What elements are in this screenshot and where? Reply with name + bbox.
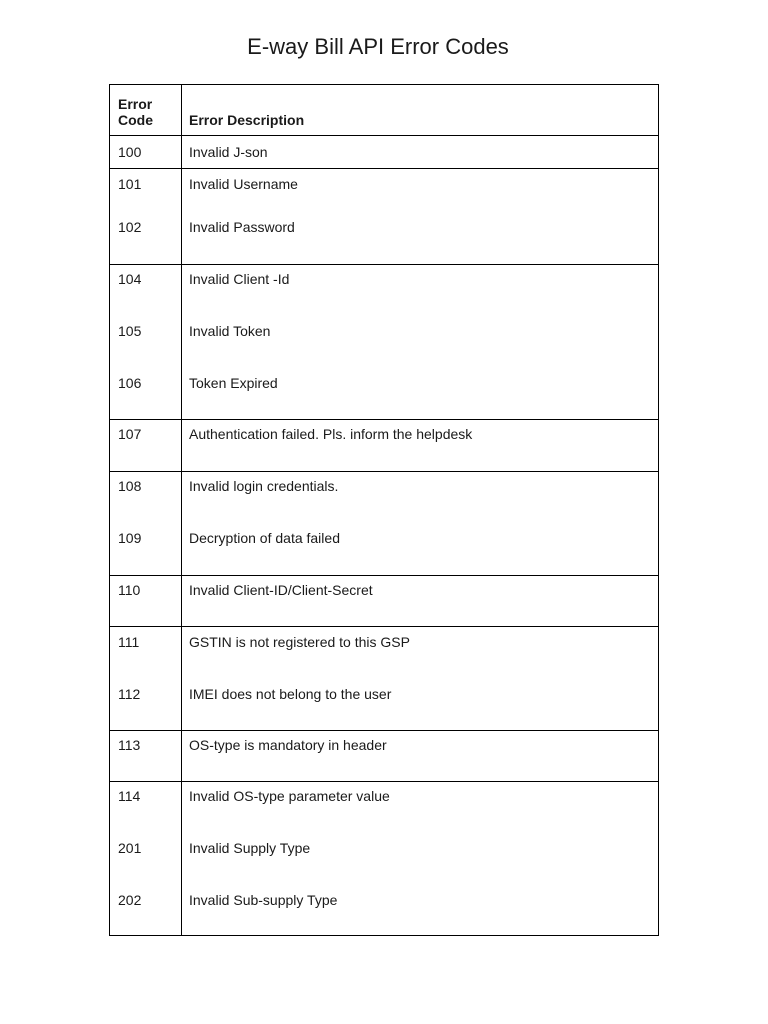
table-group <box>110 136 658 169</box>
table-group <box>110 472 658 576</box>
error-description: Invalid OS-type parameter value <box>189 788 390 804</box>
error-code: 111 <box>118 634 140 650</box>
header-code-line2: Code <box>118 112 153 128</box>
error-code: 112 <box>118 686 141 702</box>
error-code: 201 <box>118 840 142 856</box>
table-group <box>110 731 658 782</box>
error-code: 101 <box>118 176 142 192</box>
table-row <box>110 174 658 194</box>
table-header <box>110 85 658 136</box>
table-group <box>110 627 658 731</box>
table-row <box>110 786 658 806</box>
table-row <box>110 321 658 341</box>
error-code: 105 <box>118 323 142 339</box>
table-row <box>110 684 658 704</box>
error-description: Invalid Supply Type <box>189 840 311 856</box>
error-codes-table <box>109 84 659 936</box>
page-title: E-way Bill API Error Codes <box>247 34 509 59</box>
error-code: 109 <box>118 530 142 546</box>
error-description: Invalid login credentials. <box>189 478 339 494</box>
header-code-cell <box>118 96 168 128</box>
header-code-line1: Error <box>118 96 153 112</box>
table-group <box>110 782 658 937</box>
table-row <box>110 838 658 858</box>
error-description: Invalid Sub-supply Type <box>189 892 338 908</box>
error-code: 202 <box>118 892 142 908</box>
table-group <box>110 420 658 472</box>
error-description: Authentication failed. Pls. inform the helpdesk <box>189 426 473 442</box>
error-description: OS-type is mandatory in header <box>189 737 387 753</box>
table-row <box>110 735 658 755</box>
error-code: 106 <box>118 375 142 391</box>
error-code: 113 <box>118 737 141 753</box>
table-group <box>110 576 658 627</box>
error-description: Invalid Client-ID/Client-Secret <box>189 582 373 598</box>
error-code: 110 <box>118 582 141 598</box>
error-description: IMEI does not belong to the user <box>189 686 392 702</box>
table-group <box>110 169 658 265</box>
table-row <box>110 632 658 652</box>
error-code: 102 <box>118 219 142 235</box>
header-description-cell: Error Description <box>189 112 305 128</box>
title-wrapper <box>0 30 744 64</box>
error-description: GSTIN is not registered to this GSP <box>189 634 410 650</box>
error-code: 107 <box>118 426 142 442</box>
error-description: Decryption of data failed <box>189 530 340 546</box>
error-description: Invalid Client -Id <box>189 271 290 287</box>
table-row <box>110 142 658 162</box>
error-description: Invalid Username <box>189 176 298 192</box>
table-row <box>110 424 658 444</box>
table-row <box>110 890 658 910</box>
error-code: 108 <box>118 478 142 494</box>
table-row <box>110 373 658 393</box>
error-description: Token Expired <box>189 375 278 391</box>
table-row <box>110 217 658 237</box>
table-row <box>110 528 658 548</box>
error-description: Invalid Token <box>189 323 271 339</box>
table-row <box>110 580 658 600</box>
error-code: 100 <box>118 144 142 160</box>
error-description: Invalid Password <box>189 219 295 235</box>
error-description: Invalid J-son <box>189 144 268 160</box>
error-code: 114 <box>118 788 141 804</box>
table-group <box>110 265 658 420</box>
table-row <box>110 476 658 496</box>
table-row <box>110 269 658 289</box>
error-code: 104 <box>118 271 142 287</box>
